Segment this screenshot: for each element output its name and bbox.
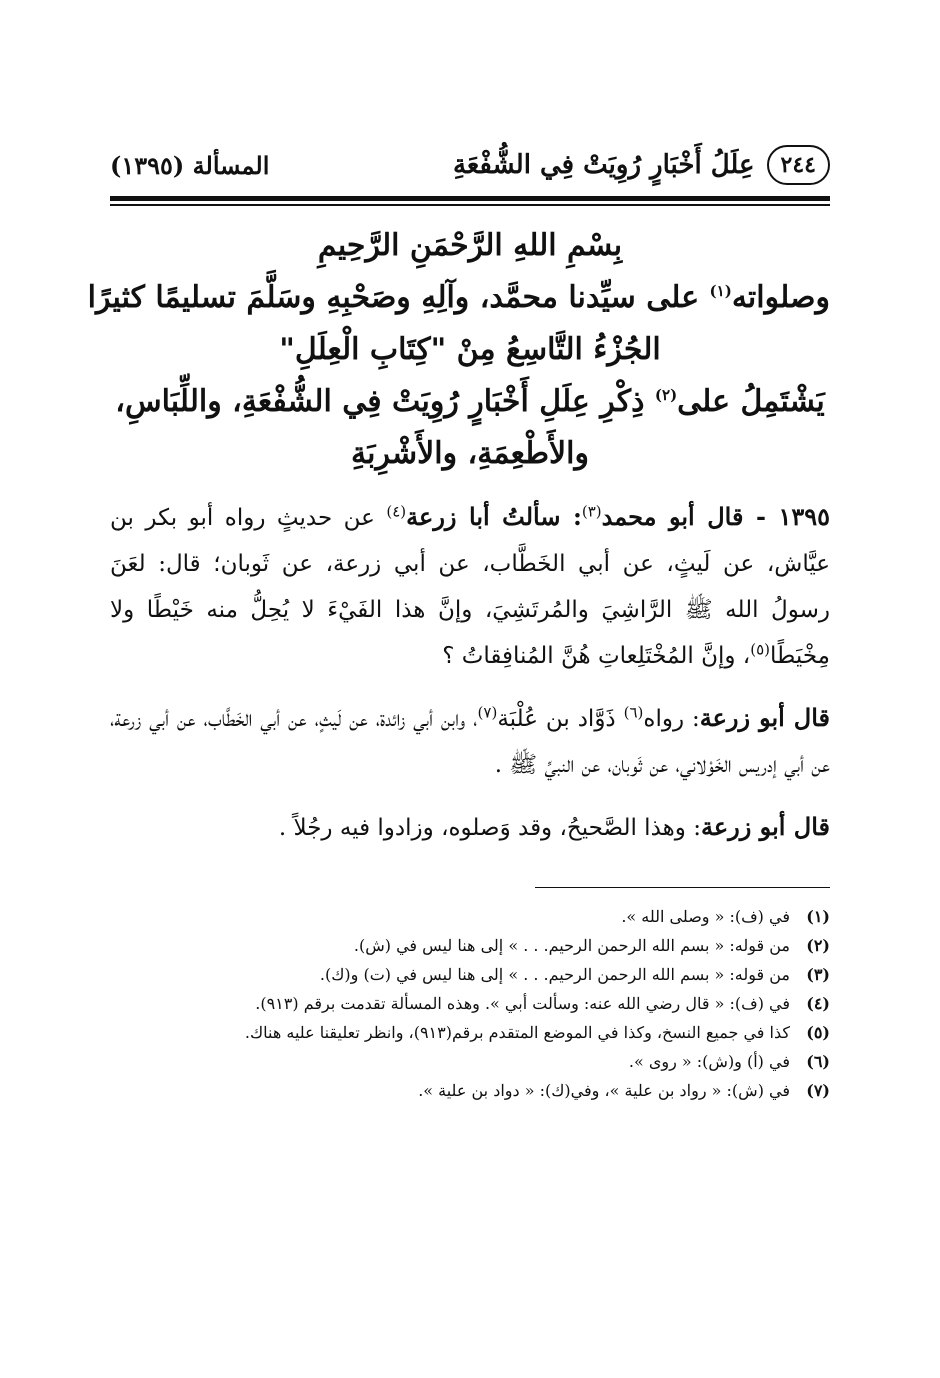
footnote-number: (٢) [806,936,830,955]
footnote-text: في (ف): « قال رضي الله عنه: وسألت أبي ». وهذه المسألة تقدمت برقم (٩١٣). [255,994,790,1013]
header-rule-thick [110,196,830,201]
footnote-text: في (أ) و(ش): « روى ». [628,1052,790,1071]
basmala: بِسْمِ اللهِ الرَّحْمَنِ الرَّحِيمِ [317,227,623,263]
footnote-number: (٦) [806,1052,830,1071]
footnote-text: من قوله: « بسم الله الرحمن الرحيم. . . » إلى هنا ليس في (ت) و(ك). [319,965,790,984]
page-number: ٢٤٤ [767,145,830,185]
header-rule-thin [110,204,830,206]
running-header [110,140,830,190]
footnotes [110,902,830,1105]
part-title: الجُزْءُ التَّاسِعُ مِنْ "كِتَابِ الْعِلَلِ" [279,331,661,367]
issue-label: المسألة (١٣٩٥) [110,150,270,180]
footnote-ref-4: (٤) [386,501,407,520]
footnote-number: (٤) [806,994,830,1013]
footnote-item [110,1018,830,1047]
salutation-text-a: وصلواته [731,279,830,315]
salutation-line [87,272,830,324]
footnote-number: (٣) [806,965,830,984]
answer-lead: قال أبو زرعة [699,702,831,732]
footnote-text: في (ف): « وصلى الله ». [621,907,790,926]
main-text [110,494,830,851]
contents-text-a: يَشْتَمِلُ على [677,383,825,419]
contents-line-2: والأَطْعِمَةِ، والأَشْرِبَةِ [351,435,589,471]
hadith-text-b: ، وإنَّ المُخْتَلِعاتِ هُنَّ المُنافِقاتُ ؟ [442,642,751,669]
footnote-text: في (ش): « رواد بن علية »، وفي(ك): « دواد بن علية ». [418,1081,790,1100]
footnote-ref-6: (٦) [623,702,644,721]
footnote-item [110,989,830,1018]
footnote-ref-2: (٢) [654,385,678,404]
footnote-number: (١) [806,907,830,926]
footnote-number: (٥) [806,1023,830,1042]
footnote-item [110,960,830,989]
contents-line [110,376,830,428]
footnote-text: كذا في جميع النسخ، وكذا في الموضع المتقدم برقم(٩١٣)، وانظر تعليقنا عليه هناك. [244,1023,790,1042]
contents-text-b: ذِكْرِ عِلَلِ أَخْبَارٍ رُوِيَتْ فِي الشُّفْعَةِ، واللِّبَاسِ، [115,383,655,419]
footnote-ref-5: (٥) [750,639,771,658]
question-lead: : سألتُ أبا زرعة [406,501,582,531]
footnote-number: (٧) [806,1081,830,1100]
verdict-text: : وهذا الصَّحيحُ، وقد وَصلوه، وزادوا فيه رجُلاً . [278,814,701,841]
answer-text-c: ، وابن أبي زائدة، عن لَيثٍ، عن أبي الخَطَّاب، عن أبي زرعة، عن أبي إدريس الخَوْلاني، عن ثَوبان، عن النبيِّ ﷺ . [110,705,830,778]
footnote-ref-3: (٣) [581,501,602,520]
answer-text-a: : رواه [643,705,700,732]
paragraph-3 [110,804,830,851]
running-title: عِلَلُ أَخْبَارٍ رُوِيَتْ فِي الشُّفْعَةِ [452,150,755,180]
hadith-text-a: عن حديثٍ رواه أبو بكر بن عيَّاش، عن لَيثٍ، عن أبي الخَطَّاب، عن أبي زرعة، عن ثَوبان؛ قال: لعَنَ رسولُ الله ﷺ الرَّاشِيَ والمُرتَشِيَ، وإنَّ هذا الفَيْءَ لا يُحِلُّ منه خَيْطًا ولا مِخْيَطًا [110,504,830,669]
footnote-text: من قوله: « بسم الله الرحمن الرحيم. . . » إلى هنا ليس في (ش). [353,936,790,955]
paragraph-1 [110,494,830,679]
footnote-item [110,1047,830,1076]
footnote-item [110,902,830,931]
footnote-separator [535,887,830,889]
salutation-text-b: على سيِّدنا محمَّد، وآلِهِ وصَحْبِهِ وسَلَّمَ تسليمًا كثيرًا [87,279,710,315]
title-block [87,220,830,480]
verdict-lead: قال أبو زرعة [700,811,830,841]
issue-number-lead: ١٣٩٥ - قال أبو محمد [601,501,830,531]
paragraph-2 [110,695,830,788]
book-page [87,140,831,1105]
footnote-item [110,1076,830,1105]
header-right-group [453,145,830,185]
footnote-ref-1: (١) [709,281,732,300]
answer-text-b: ذَوَّاد بن عُلْبَة [497,705,624,732]
footnote-ref-7: (٧) [477,702,498,721]
footnote-item [110,931,830,960]
